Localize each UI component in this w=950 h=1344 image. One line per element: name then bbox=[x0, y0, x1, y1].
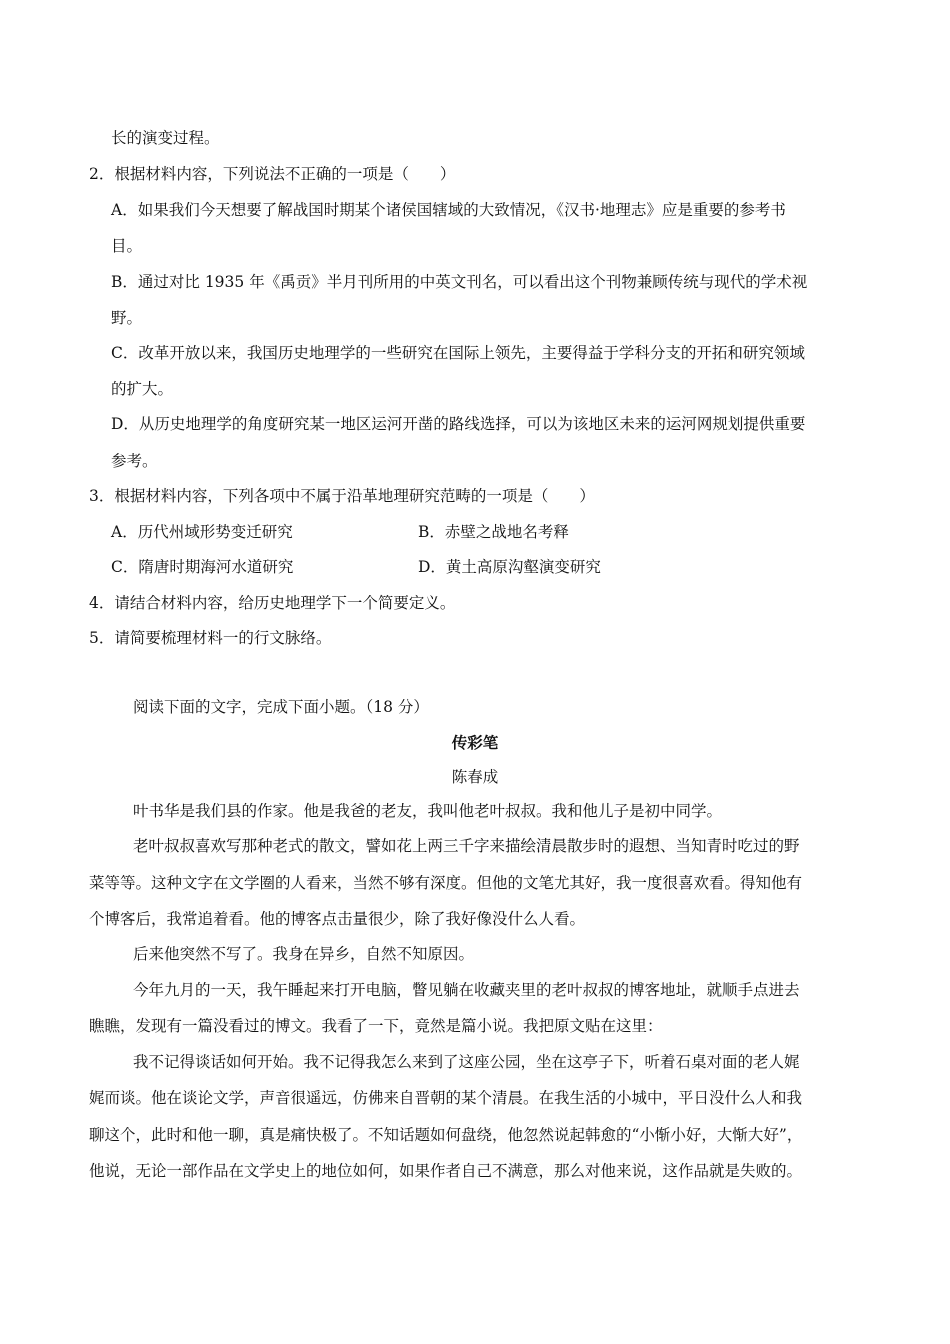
q2-option-a-cont: 目。 bbox=[111, 237, 143, 255]
q2-option-c-cont: 的扩大。 bbox=[111, 380, 174, 398]
q2-option-b-cont: 野。 bbox=[111, 309, 143, 327]
passage-p5-line3: 聊这个，此时和他一聊，真是痛快极了。不知话题如何盘绕，他忽然说起韩愈的“小惭小好，大惭大好”， bbox=[89, 1126, 803, 1144]
q1-tail: 长的演变过程。 bbox=[111, 129, 220, 147]
q3-option-c: C．隋唐时期海河水道研究 bbox=[111, 558, 294, 576]
passage-p3: 后来他突然不写了。我身在异乡，自然不知原因。 bbox=[133, 945, 475, 963]
q3-option-d: D．黄土高原沟壑演变研究 bbox=[418, 558, 601, 576]
question-2-stem: 2．根据材料内容，下列说法不正确的一项是（ ） bbox=[89, 165, 456, 183]
passage-p5-line2: 娓而谈。他在谈论文学，声音很遥远，仿佛来自晋朝的某个清晨。在我生活的小城中，平日没什么人和我 bbox=[89, 1089, 803, 1107]
passage-p5-line4: 他说，无论一部作品在文学史上的地位如何，如果作者自己不满意，那么对他来说，这作品就是失败的。 bbox=[89, 1162, 803, 1180]
question-3-stem: 3．根据材料内容，下列各项中不属于沿革地理研究范畴的一项是（ ） bbox=[89, 487, 595, 505]
q2-option-a: A．如果我们今天想要了解战国时期某个诸侯国辖域的大致情况，《汉书·地理志》应是重要的参考书 bbox=[111, 201, 786, 219]
q3-option-b: B．赤壁之战地名考释 bbox=[418, 523, 569, 541]
passage-p2-line1: 老叶叔叔喜欢写那种老式的散文，譬如花上两三千字来描绘清晨散步时的遐想、当知青时吃过的野 bbox=[133, 837, 800, 855]
question-4: 4．请结合材料内容，给历史地理学下一个简要定义。 bbox=[89, 594, 456, 612]
passage-p4-line1: 今年九月的一天，我午睡起来打开电脑，瞥见躺在收藏夹里的老叶叔叔的博客地址，就顺手点进去 bbox=[133, 981, 800, 999]
q2-option-d: D．从历史地理学的角度研究某一地区运河开凿的路线选择，可以为该地区未来的运河网规划提供重要 bbox=[111, 415, 806, 433]
passage-p4-line2: 瞧瞧，发现有一篇没看过的博文。我看了一下，竟然是篇小说。我把原文贴在这里： bbox=[89, 1017, 663, 1035]
passage-p5-line1: 我不记得谈话如何开始。我不记得我怎么来到了这座公园，坐在这亭子下，听着石桌对面的老人娓 bbox=[133, 1053, 800, 1071]
q2-option-b: B．通过对比 1935 年《禹贡》半月刊所用的中英文刊名，可以看出这个刊物兼顾传统与现代的学术视 bbox=[111, 273, 808, 291]
passage-title: 传彩笔 bbox=[451, 733, 499, 752]
q2-option-d-cont: 参考。 bbox=[111, 452, 158, 470]
q2-option-c: C．改革开放以来，我国历史地理学的一些研究在国际上领先，主要得益于学科分支的开拓和研究领域 bbox=[111, 344, 805, 362]
q3-option-a: A．历代州域形势变迁研究 bbox=[111, 523, 293, 541]
passage-p2-line3: 个博客后，我常追着看。他的博客点击量很少，除了我好像没什么人看。 bbox=[89, 910, 586, 928]
reading-instruction: 阅读下面的文字，完成下面小题。（18 分） bbox=[133, 698, 429, 716]
passage-p1: 叶书华是我们县的作家。他是我爸的老友，我叫他老叶叔叔。我和他儿子是初中同学。 bbox=[133, 802, 723, 820]
question-5: 5．请简要梳理材料一的行文脉络。 bbox=[89, 629, 332, 647]
passage-author: 陈春成 bbox=[451, 768, 499, 786]
passage-p2-line2: 菜等等。这种文字在文学圈的人看来，当然不够有深度。但他的文笔尤其好，我一度很喜欢看。得知他有 bbox=[89, 874, 803, 892]
